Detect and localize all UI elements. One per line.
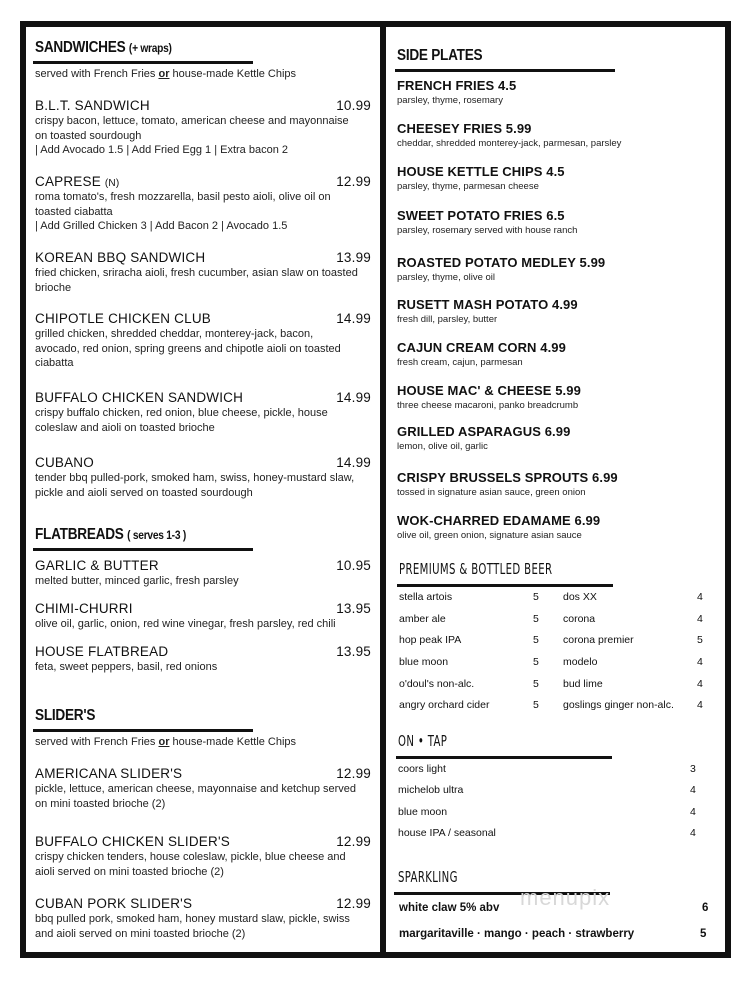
beer-price: 4 — [697, 591, 703, 603]
beer-price: 5 — [533, 678, 539, 690]
side-plate-item — [397, 78, 717, 106]
item-header — [35, 173, 371, 190]
item-header — [35, 310, 371, 327]
note-text: served with French Fries — [35, 736, 159, 748]
item-name-text: KOREAN BBQ SANDWICH — [35, 250, 206, 265]
tap-name: blue moon — [398, 806, 448, 818]
side-plate-description: olive oil, green onion, signature asian sauce — [397, 530, 582, 541]
tap-price: 4 — [690, 827, 696, 839]
beer-name: goslings ginger non-alc. — [563, 699, 674, 711]
item-price: 12.99 — [336, 174, 371, 189]
item-name — [35, 644, 168, 659]
side-plate-item — [397, 470, 717, 498]
beer-price: 4 — [697, 656, 703, 668]
item-price: 14.99 — [336, 455, 371, 470]
item-description: | Add Grilled Chicken 3 | Add Bacon 2 | Avocado 1.5 — [35, 220, 288, 232]
side-plate-name: FRENCH FRIES 4.5 — [397, 78, 517, 93]
item-header — [35, 600, 371, 617]
item-header — [35, 765, 371, 782]
item-name — [35, 896, 192, 911]
item-description: roma tomato's, fresh mozzarella, basil pesto aioli, olive oil on — [35, 191, 331, 203]
sliders-note — [35, 736, 296, 748]
sliders-heading — [35, 707, 95, 725]
side-plate-description: cheddar, shredded monterey-jack, parmesan, parsley — [397, 138, 622, 149]
item-price: 13.95 — [336, 601, 371, 616]
sandwiches-title: SANDWICHES — [35, 39, 126, 56]
item-name — [35, 174, 119, 189]
item-name — [35, 455, 94, 470]
item-name-text: BUFFALO CHICKEN SLIDER'S — [35, 834, 230, 849]
item-header — [35, 249, 371, 266]
side-plate-description: lemon, olive oil, garlic — [397, 441, 488, 452]
item-name-text: CUBAN PORK SLIDER'S — [35, 896, 193, 911]
item-description: aioli served on mini toasted brioche (2) — [35, 865, 224, 878]
sparkling-name: white claw 5% abv — [399, 902, 500, 914]
beer-name: bud lime — [563, 678, 603, 690]
beer-name: dos XX — [563, 591, 597, 603]
beer-price: 4 — [697, 699, 703, 711]
bottled-beer-heading: PREMIUMS & BOTTLED BEER — [399, 560, 553, 578]
flatbreads-rule — [33, 548, 253, 551]
item-price: 10.99 — [336, 98, 371, 113]
item-description: melted butter, minced garlic, fresh parsley — [35, 575, 239, 587]
item-tag: (N) — [104, 178, 120, 189]
menu-item — [35, 173, 371, 234]
tap-name: house IPA / seasonal — [398, 827, 496, 839]
menu-item — [35, 249, 371, 295]
side-plate-name: CAJUN CREAM CORN 4.99 — [397, 340, 566, 355]
item-name-text: CAPRESE — [35, 174, 101, 189]
sandwiches-heading — [35, 39, 172, 57]
item-description: crispy chicken tenders, house coleslaw, pickle, blue cheese and — [35, 851, 346, 863]
menu-item — [35, 310, 371, 371]
menu-item — [35, 97, 371, 158]
menu-item — [35, 833, 371, 879]
item-description: brioche — [35, 281, 72, 294]
side-plate-item — [397, 340, 717, 368]
beer-name: corona — [563, 613, 596, 625]
side-plate-name: SWEET POTATO FRIES 6.5 — [397, 208, 565, 223]
tap-name: coors light — [398, 763, 446, 775]
side-plate-description: fresh dill, parsley, butter — [397, 314, 498, 325]
beer-name: amber ale — [399, 613, 446, 625]
flatbreads-title-suffix: ( serves 1-3 ) — [127, 528, 186, 542]
item-description: ciabatta — [35, 357, 74, 369]
menu-item — [35, 389, 371, 435]
beer-name: o'doul's non-alc. — [399, 678, 475, 690]
beer-price: 5 — [533, 699, 539, 711]
side-plate-description: tossed in signature asian sauce, green onion — [397, 487, 586, 498]
note-text: served with French Fries — [35, 68, 159, 80]
side-plates-heading — [397, 47, 482, 65]
side-plate-name: ROASTED POTATO MEDLEY 5.99 — [397, 255, 606, 270]
column-divider — [380, 21, 386, 958]
side-plate-item — [397, 208, 717, 236]
beer-price: 4 — [697, 678, 703, 690]
side-plate-description: parsley, thyme, olive oil — [397, 272, 496, 283]
item-description: feta, sweet peppers, basil, red onions — [35, 661, 218, 673]
item-description: on toasted sourdough — [35, 129, 142, 142]
side-plate-description: three cheese macaroni, panko breadcrumb — [397, 400, 579, 411]
side-plate-description: fresh cream, cajun, parmesan — [397, 357, 523, 368]
item-price: 12.99 — [336, 896, 371, 911]
beer-name: angry orchard cider — [399, 699, 490, 711]
item-header — [35, 895, 371, 912]
item-header — [35, 97, 371, 114]
item-name-text: HOUSE FLATBREAD — [35, 644, 169, 659]
item-description: pickle and aioli served on toasted sourdough — [35, 486, 253, 499]
item-price: 14.99 — [336, 311, 371, 326]
sandwiches-rule — [33, 61, 253, 64]
side-plate-item — [397, 255, 717, 283]
item-name-text: AMERICANA SLIDER'S — [35, 766, 183, 781]
item-header — [35, 389, 371, 406]
item-name-text: GARLIC & BUTTER — [35, 558, 159, 573]
item-description: bbq pulled pork, smoked ham, honey mustard slaw, pickle, swiss — [35, 913, 350, 925]
on-tap-heading: ON • TAP — [398, 732, 448, 750]
beer-price: 5 — [533, 613, 539, 625]
item-header — [35, 454, 371, 471]
on-tap-rule — [396, 756, 612, 759]
item-price: 14.99 — [336, 390, 371, 405]
item-description: on mini toasted brioche (2) — [35, 797, 166, 810]
item-name — [35, 250, 205, 265]
side-plate-description: parsley, thyme, rosemary — [397, 95, 503, 106]
item-name-text: CHIPOTLE CHICKEN CLUB — [35, 311, 211, 326]
side-plate-name: HOUSE KETTLE CHIPS 4.5 — [397, 164, 565, 179]
item-description: | Add Avocado 1.5 | Add Fried Egg 1 | Extra bacon 2 — [35, 144, 288, 156]
item-name-text: B.L.T. SANDWICH — [35, 98, 150, 113]
item-description: olive oil, garlic, onion, red wine vinegar, fresh parsley, red chili — [35, 618, 336, 630]
beer-price: 5 — [533, 656, 539, 668]
side-plate-name: CRISPY BRUSSELS SPROUTS 6.99 — [397, 470, 618, 485]
item-name-text: CHIMI-CHURRI — [35, 601, 133, 616]
flatbreads-heading — [35, 526, 186, 544]
item-name-text: CUBANO — [35, 455, 94, 470]
item-name — [35, 834, 230, 849]
item-name — [35, 311, 211, 326]
menu-item — [35, 454, 371, 500]
bottled-beer-rule — [397, 584, 613, 587]
item-price: 10.95 — [336, 558, 371, 573]
item-name — [35, 390, 243, 405]
sliders-rule — [33, 729, 253, 732]
side-plate-item — [397, 424, 717, 452]
menu-item — [35, 765, 371, 811]
item-price: 13.95 — [336, 644, 371, 659]
item-price: 13.99 — [336, 250, 371, 265]
side-plate-item — [397, 164, 717, 192]
menu-item — [35, 643, 371, 675]
sparkling-heading: SPARKLING — [398, 868, 458, 886]
side-plate-description: parsley, rosemary served with house ranch — [397, 225, 578, 236]
item-description: pickle, lettuce, american cheese, mayonnaise and ketchup served — [35, 783, 357, 795]
note-text: house-made Kettle Chips — [169, 736, 297, 748]
item-header — [35, 643, 371, 660]
sparkling-name: margaritaville · mango · peach · strawberry — [399, 928, 635, 940]
side-plate-item — [397, 297, 717, 325]
beer-price: 4 — [697, 613, 703, 625]
sandwiches-title-suffix: (+ wraps) — [128, 41, 172, 55]
side-plate-name: WOK-CHARRED EDAMAME 6.99 — [397, 513, 601, 528]
item-description: grilled chicken, shredded cheddar, monterey-jack, bacon, — [35, 328, 314, 340]
sliders-title: SLIDER'S — [35, 707, 96, 724]
side-plate-name: GRILLED ASPARAGUS 6.99 — [397, 424, 571, 439]
item-description: and aioli served on mini toasted brioche (2) — [35, 927, 246, 940]
item-description: toasted ciabatta — [35, 205, 113, 218]
item-description: fried chicken, sriracha aioli, fresh cucumber, asian slaw on toasted — [35, 267, 358, 279]
beer-name: modelo — [563, 656, 598, 668]
tap-price: 4 — [690, 806, 696, 818]
item-name — [35, 98, 150, 113]
sparkling-price: 5 — [700, 928, 707, 940]
beer-price: 5 — [533, 634, 539, 646]
watermark: menupix — [520, 885, 611, 910]
item-price: 12.99 — [336, 766, 371, 781]
side-plate-item — [397, 513, 717, 541]
item-description: crispy buffalo chicken, red onion, blue cheese, pickle, house — [35, 407, 328, 419]
tap-name: michelob ultra — [398, 784, 464, 796]
item-description: tender bbq pulled-pork, smoked ham, swiss, honey-mustard slaw, — [35, 472, 355, 484]
tap-price: 3 — [690, 763, 696, 775]
beer-name: blue moon — [399, 656, 449, 668]
beer-name: corona premier — [563, 634, 634, 646]
beer-name: stella artois — [399, 591, 453, 603]
item-price: 12.99 — [336, 834, 371, 849]
item-name — [35, 766, 182, 781]
side-plates-rule — [395, 69, 615, 72]
item-description: crispy bacon, lettuce, tomato, american cheese and mayonnaise — [35, 115, 349, 127]
item-description: avocado, red onion, spring greens and chipotle aioli on toasted — [35, 342, 341, 355]
menu-item — [35, 600, 371, 632]
tap-price: 4 — [690, 784, 696, 796]
menu-item — [35, 557, 371, 589]
side-plate-name: CHEESEY FRIES 5.99 — [397, 121, 532, 136]
item-header — [35, 557, 371, 574]
flatbreads-title: FLATBREADS — [35, 526, 124, 543]
beer-name: hop peak IPA — [399, 634, 462, 646]
side-plates-title: SIDE PLATES — [397, 47, 483, 64]
side-plate-name: RUSETT MASH POTATO 4.99 — [397, 297, 578, 312]
beer-price: 5 — [533, 591, 539, 603]
side-plate-item — [397, 121, 717, 149]
note-or: or — [158, 736, 170, 748]
beer-price: 5 — [697, 634, 703, 646]
side-plate-name: HOUSE MAC' & CHEESE 5.99 — [397, 383, 581, 398]
sparkling-price: 6 — [702, 902, 709, 914]
item-name-text: BUFFALO CHICKEN SANDWICH — [35, 390, 244, 405]
menu-item — [35, 895, 371, 941]
note-text: house-made Kettle Chips — [169, 68, 297, 80]
side-plate-item — [397, 383, 717, 411]
note-or: or — [158, 68, 170, 80]
item-name — [35, 558, 159, 573]
item-description: coleslaw and aioli on toasted brioche — [35, 421, 215, 434]
item-header — [35, 833, 371, 850]
item-name — [35, 601, 133, 616]
sandwiches-note — [35, 68, 296, 80]
side-plate-description: parsley, thyme, parmesan cheese — [397, 181, 539, 192]
